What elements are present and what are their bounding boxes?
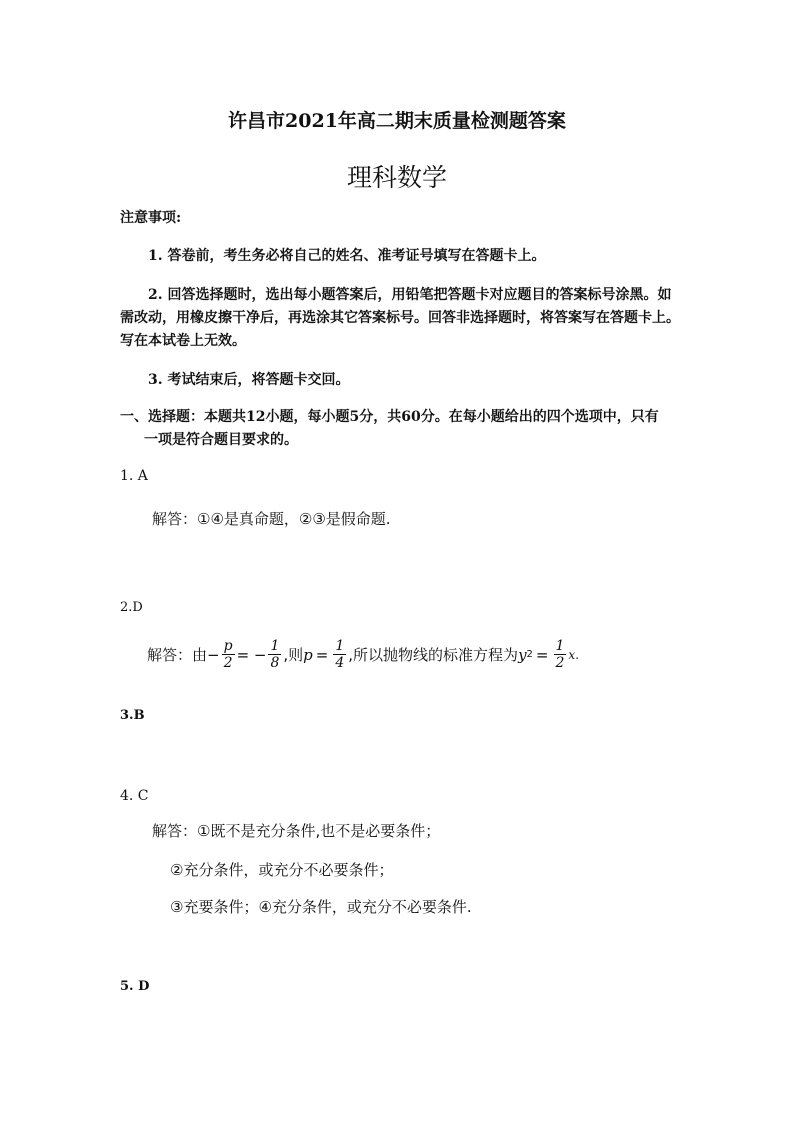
fraction-1-over-8 xyxy=(268,638,281,671)
fraction-denominator: 2 xyxy=(223,655,233,671)
fraction-1-over-2 xyxy=(554,638,567,671)
notice-heading: 注意事项: xyxy=(120,210,182,226)
fraction-1-over-4 xyxy=(333,638,346,671)
notice-item-1: 1. 答卷前，考生务必将自己的姓名、准考证号填写在答题卡上。 xyxy=(148,248,546,264)
answer-3-label: 3.B xyxy=(120,708,145,723)
document-subtitle: 理科数学 xyxy=(346,163,447,192)
equals-minus: = − xyxy=(236,645,267,664)
then-text: ,则 xyxy=(283,646,304,664)
fraction-numerator: 1 xyxy=(555,638,565,654)
answer-4-explanation-line-1: 解答：①既不是充分条件,也不是必要条件； xyxy=(152,822,441,840)
fraction-denominator: 4 xyxy=(335,655,345,671)
notice-item-2-line-1: 2. 回答选择题时，选出每小题答案后，用铅笔把答题卡对应题目的答案标号涂黑。如 xyxy=(148,287,672,303)
answer-2-prefix: 解答：由 xyxy=(147,646,208,664)
section-1-heading-line-2: 一项是符合题目要求的。 xyxy=(144,432,298,448)
answer-1-explanation: 解答：①④是真命题，②③是假命题. xyxy=(152,510,391,528)
fraction-denominator: 2 xyxy=(555,655,565,671)
fraction-numerator: 1 xyxy=(335,638,345,654)
notice-item-3: 3. 考试结束后，将答题卡交回。 xyxy=(148,372,350,388)
answer-4-explanation-line-3: ③充要条件；④充分条件，或充分不必要条件. xyxy=(170,898,472,916)
fraction-denominator: 8 xyxy=(270,655,280,671)
equals-sign: = xyxy=(535,645,549,664)
equals-sign: = xyxy=(315,645,329,664)
conclusion-text: ,所以抛物线的标准方程为 xyxy=(348,646,519,664)
answer-1-label: 1. A xyxy=(120,468,148,484)
minus-sign: − xyxy=(207,645,220,664)
variable-p: p xyxy=(303,645,313,664)
answer-2-explanation xyxy=(147,638,579,671)
notice-item-2-line-2: 需改动，用橡皮擦干净后，再选涂其它答案标号。回答非选择题时，将答案写在答题卡上。 xyxy=(120,310,680,326)
answer-4-label: 4. C xyxy=(120,788,149,804)
variable-x: x. xyxy=(568,647,580,662)
document-title: 许昌市2021年高二期末质量检测题答案 xyxy=(228,110,566,132)
fraction-numerator: p xyxy=(223,638,233,654)
variable-y: y xyxy=(518,645,527,664)
answer-2-label: 2.D xyxy=(120,600,143,615)
notice-item-2-line-3: 写在本试卷上无效。 xyxy=(120,333,246,349)
fraction-p-over-2 xyxy=(222,638,235,671)
answer-4-explanation-line-2: ②充分条件，或充分不必要条件； xyxy=(170,861,394,879)
answer-5-label: 5. D xyxy=(120,979,150,994)
exponent-2: 2 xyxy=(526,649,533,660)
section-1-heading-line-1: 一、选择题：本题共12小题，每小题5分，共60分。在每小题给出的四个选项中，只有 xyxy=(120,409,659,425)
fraction-numerator: 1 xyxy=(270,638,280,654)
